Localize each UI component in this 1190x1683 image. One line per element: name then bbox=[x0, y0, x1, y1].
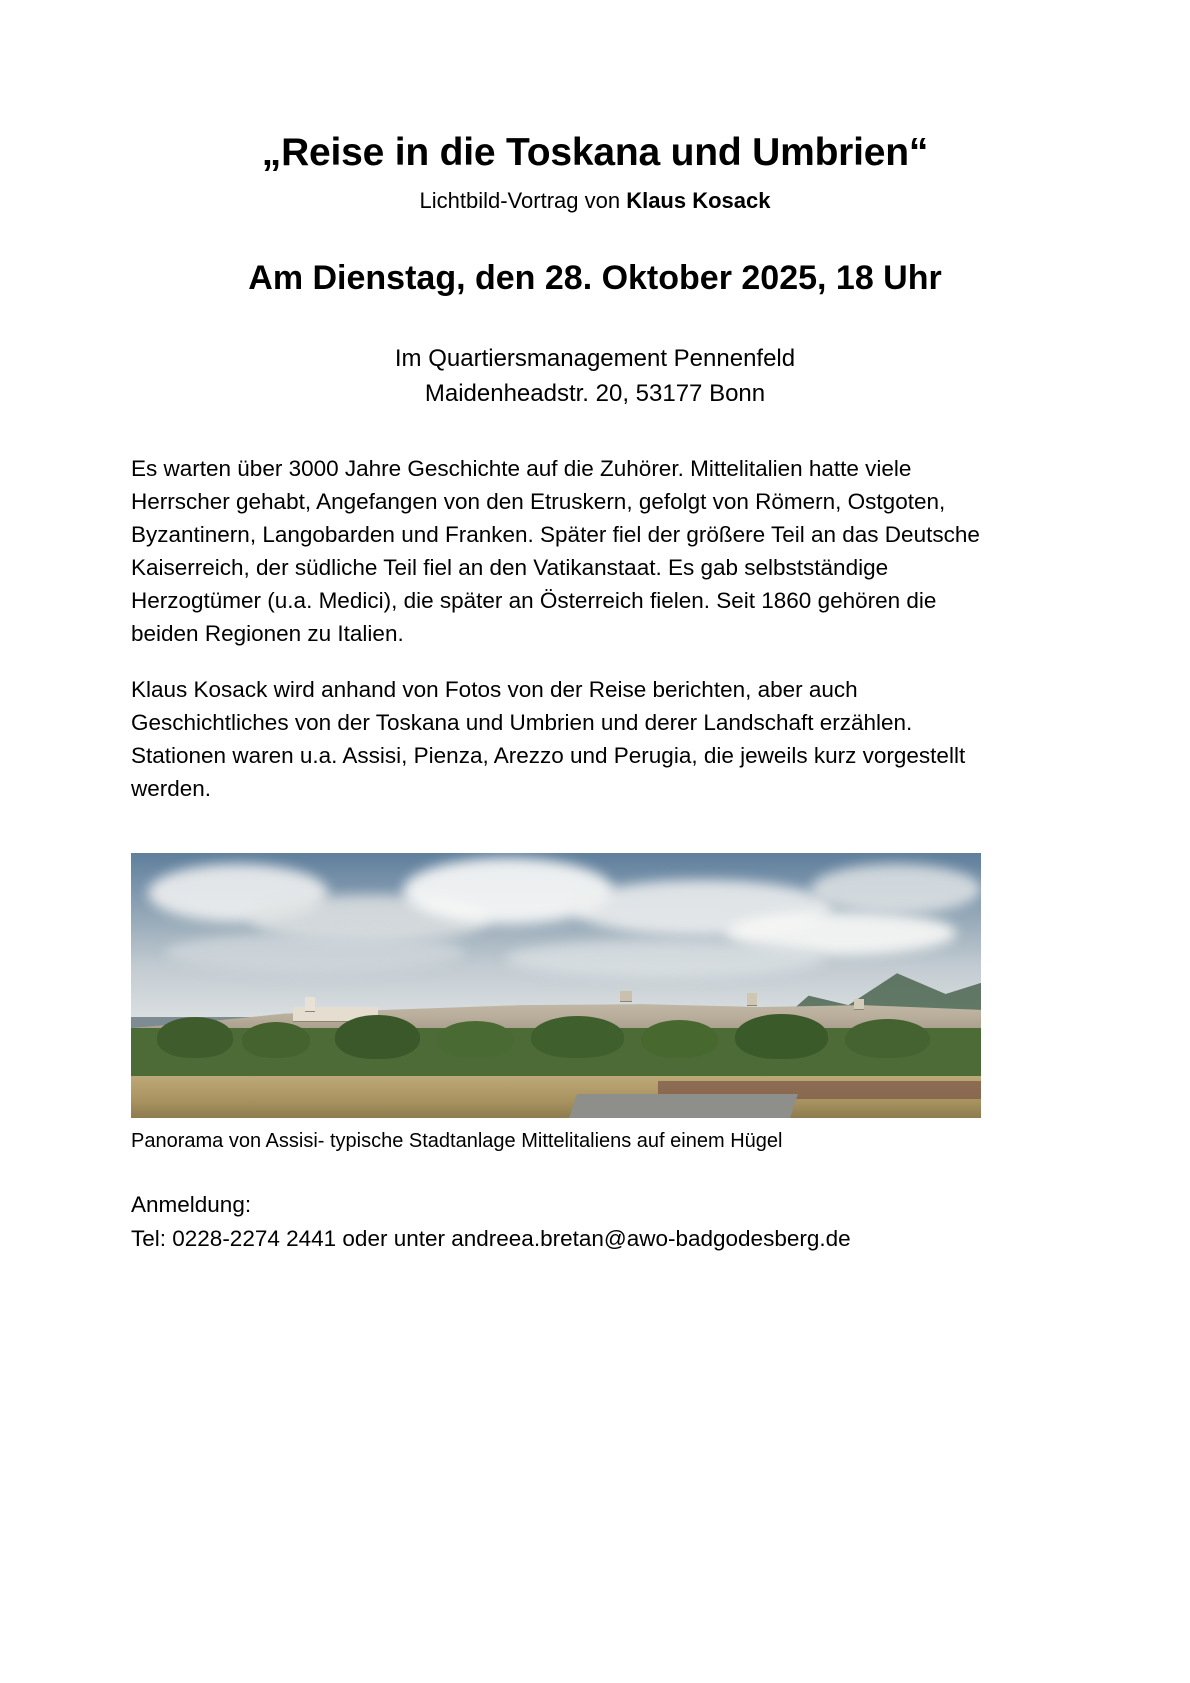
description-paragraph-2: Klaus Kosack wird anhand von Fotos von der Reise berichten, aber auch Geschichtliches von der Toskana und Umbrien und derer Landschaft erzählen. Stationen waren u.a. Assisi, Pienza, Arezzo und Perugia, die jeweils kurz vorgestellt werden. bbox=[131, 677, 966, 802]
venue-block bbox=[0, 298, 1190, 412]
subtitle-prefix: Lichtbild-Vortrag von bbox=[419, 187, 627, 213]
tower bbox=[620, 991, 632, 1003]
tree bbox=[437, 1021, 514, 1058]
venue-line-2: Maidenheadstr. 20, 53177 Bonn bbox=[424, 379, 766, 407]
page-title: „Reise in die Toskana und Umbrien“ bbox=[261, 131, 929, 174]
signup-block bbox=[131, 1188, 981, 1256]
tree bbox=[531, 1016, 625, 1058]
cloud bbox=[811, 864, 981, 914]
tree bbox=[735, 1014, 829, 1059]
venue-line-1: Im Quartiersmanagement Pennenfeld bbox=[394, 344, 796, 372]
cloud bbox=[165, 933, 465, 973]
tree bbox=[242, 1022, 310, 1058]
road bbox=[569, 1094, 798, 1118]
image-caption: Panorama von Assisi- typische Stadtanlage Mittelitaliens auf einem Hügel bbox=[131, 1130, 783, 1152]
tree bbox=[335, 1015, 420, 1059]
tower bbox=[854, 999, 864, 1011]
description-paragraph-1: Es warten über 3000 Jahre Geschichte auf die Zuhörer. Mittelitalien hatte viele Herrscher gehabt, Angefangen von den Etruskern, gefolgt von Römern, Ostgoten, Byzantinern, Langobarden und Franken. Später fiel der größere Teil an das Deutsche Kaiserreich, der südliche Teil fiel an den Vatikanstaat. Es gab selbstständige Herzogtümer (u.a. Medici), die später an Österreich fielen. Seit 1860 gehören die beiden Regionen zu Italien. bbox=[131, 456, 980, 647]
signup-contact: Tel: 0228-2274 2441 oder unter andreea.bretan@awo-badgodesberg.de bbox=[131, 1225, 851, 1251]
subtitle bbox=[0, 176, 1190, 214]
tree bbox=[845, 1019, 930, 1059]
event-date: Am Dienstag, den 28. Oktober 2025, 18 Uhr bbox=[248, 258, 942, 297]
tower bbox=[747, 993, 756, 1005]
speaker-name: Klaus Kosack bbox=[626, 187, 771, 213]
tree bbox=[157, 1017, 234, 1058]
tower bbox=[305, 997, 315, 1011]
assisi-panorama-image bbox=[131, 853, 981, 1118]
signup-label: Anmeldung: bbox=[131, 1192, 252, 1217]
figure bbox=[131, 853, 981, 1155]
tree bbox=[641, 1020, 718, 1058]
